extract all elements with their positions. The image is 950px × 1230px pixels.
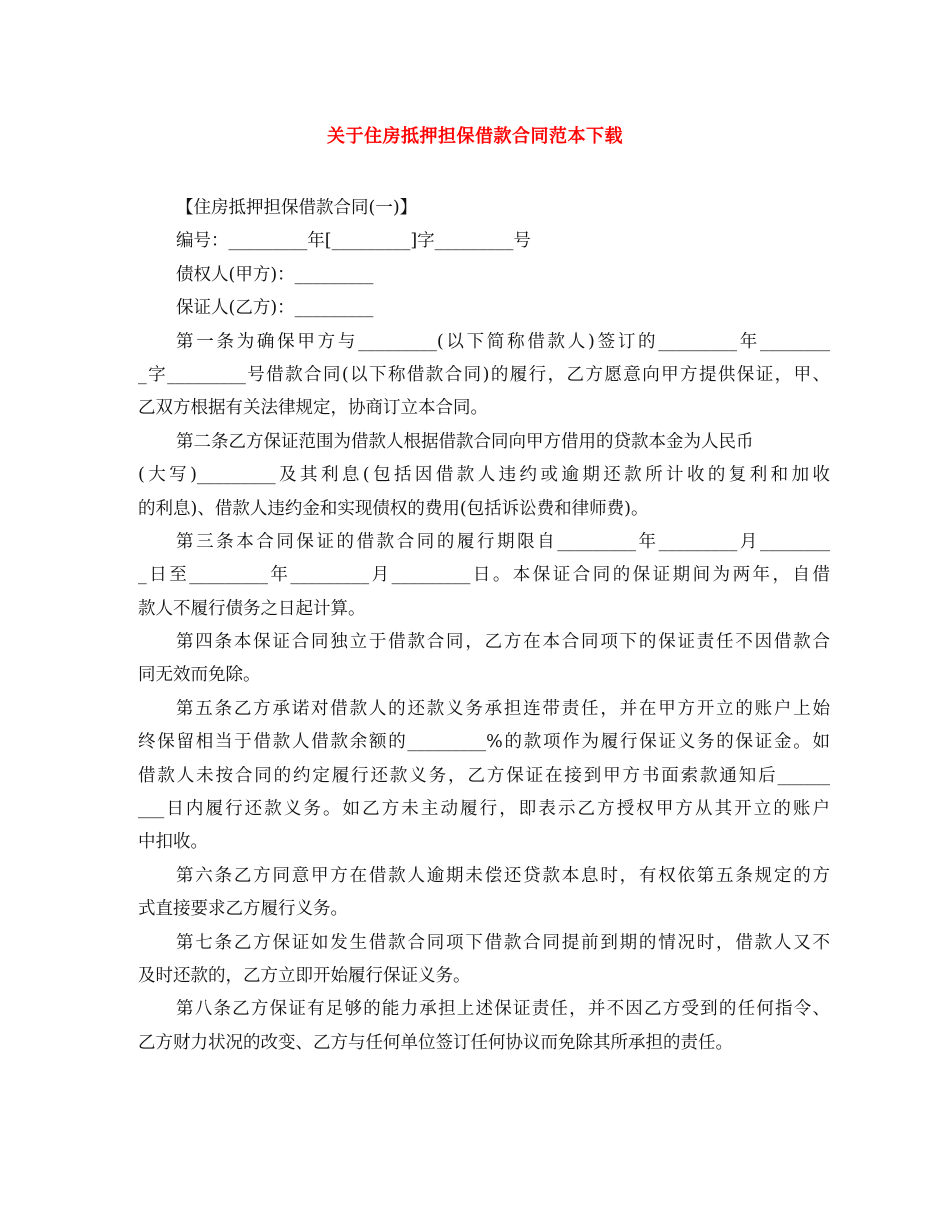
article-3-line: _日至_________年_________月_________日。本保证合同的保证期间为两年，自借 [138,565,830,586]
document-body [138,192,830,1060]
article-1-line: _字_________号借款合同(以下称借款合同)的履行，乙方愿意向甲方提供保证，甲、 [138,364,830,385]
article-5-line: 终保留相当于借款人借款余额的_________%的款项作为履行保证义务的保证金。如 [138,732,830,753]
article-6-line: 第六条乙方同意甲方在借款人逾期未偿还贷款本息时，有权依第五条规定的方 [176,865,830,886]
article-2-line: 的利息)、借款人违约金和实现债权的费用(包括诉讼费和律师费)。 [138,498,649,519]
guarantor-line: 保证人(乙方)：_________ [176,298,374,319]
article-5-line: 中扣收。 [138,832,208,853]
article-8-line: 乙方财力状况的改变、乙方与任何单位签订任何协议而免除其所承担的责任。 [138,1032,733,1053]
section-heading: 【住房抵押担保借款合同(一)】 [176,198,418,218]
article-4-line: 第四条本保证合同独立于借款合同，乙方在本合同项下的保证责任不因借款合 [176,632,830,653]
article-2-line: (大写)_________及其利息(包括因借款人违约或逾期还款所计收的复利和加收 [138,465,830,486]
article-5-line: 第五条乙方承诺对借款人的还款义务承担连带责任，并在甲方开立的账户上始 [176,698,830,719]
article-3-line: 款人不履行债务之日起计算。 [138,598,366,619]
document-title: 关于住房抵押担保借款合同范本下载 [327,126,623,147]
article-6-line: 式直接要求乙方履行义务。 [138,899,348,920]
creditor-line: 债权人(甲方)：_________ [176,264,374,285]
article-5-line: 借款人未按合同的约定履行还款义务，乙方保证在接到甲方书面索款通知后______ [138,765,830,786]
article-3-line: 第三条本合同保证的借款合同的履行期限自_________年_________月________ [176,531,830,552]
article-7-line: 及时还款的，乙方立即开始履行保证义务。 [138,965,471,986]
article-5-line: ___日内履行还款义务。如乙方未主动履行，即表示乙方授权甲方从其开立的账户 [138,799,830,820]
contract-number-line: 编号：_________年[_________]字_________号 [176,231,531,252]
article-4-line: 同无效而免除。 [138,665,261,686]
article-2-line: 第二条乙方保证范围为借款人根据借款合同向甲方借用的贷款本金为人民币 [176,431,754,452]
article-1-line: 第一条为确保甲方与_________(以下简称借款人)签订的_________年________ [176,331,830,352]
article-8-line: 第八条乙方保证有足够的能力承担上述保证责任，并不因乙方受到的任何指令、 [176,999,830,1020]
article-7-line: 第七条乙方保证如发生借款合同项下借款合同提前到期的情况时，借款人又不 [176,932,830,953]
article-1-line: 乙双方根据有关法律规定，协商订立本合同。 [138,398,488,419]
